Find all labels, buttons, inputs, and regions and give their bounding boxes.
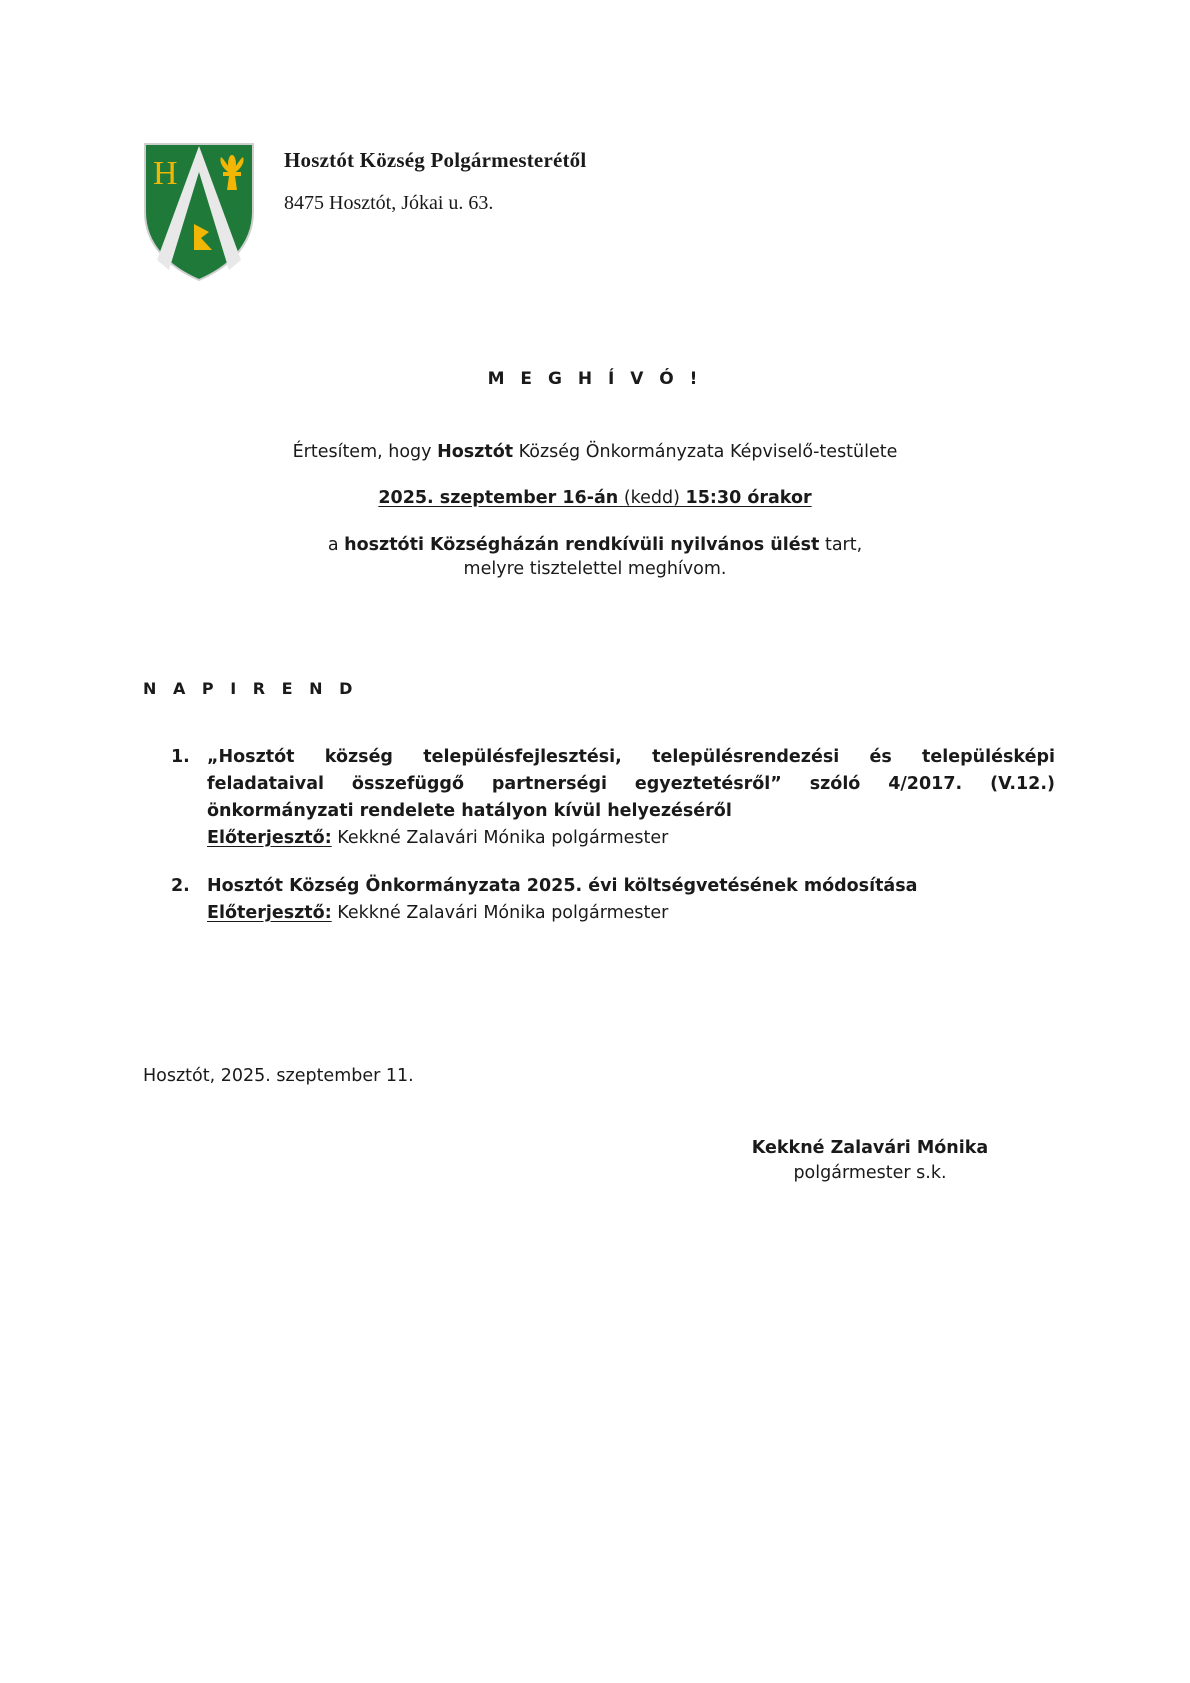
meeting-time: 15:30 órakor <box>685 488 812 508</box>
sender-name: Hosztót Község Polgármesterétől <box>284 148 587 172</box>
meeting-location <box>0 533 1190 581</box>
agenda-item <box>143 744 1055 851</box>
location-suffix: tart, <box>819 535 863 555</box>
meeting-date: 2025. szeptember 16-án <box>378 488 619 508</box>
agenda-item-number: 2. <box>171 876 190 896</box>
agenda-item <box>143 873 1055 926</box>
meeting-datetime <box>0 486 1190 510</box>
sender-block <box>284 146 586 216</box>
agenda-item-presenter <box>207 825 1055 851</box>
intro-line-1 <box>0 440 1190 464</box>
agenda-item-title: „Hosztót község településfejlesztési, településrendezési és településképi feladataival összefüggő partnerségi egyeztetésről” szóló 4/2017. (V.12.) önkormányzati rendelete hatályon kívül helyezéséről <box>207 747 1055 821</box>
intro-village: Hosztót <box>437 442 514 462</box>
agenda-item-title: Hosztót Község Önkormányzata 2025. évi költségvetésének módosítása <box>207 876 918 896</box>
intro-prefix: Értesítem, hogy <box>292 442 438 462</box>
intro-suffix: Község Önkormányzata Képviselő-testülete <box>513 442 898 462</box>
meeting-day: (kedd) <box>618 488 686 508</box>
presenter-label: Előterjesztő: <box>207 828 332 848</box>
crest-letter: H <box>153 155 178 192</box>
presenter-name: Kekkné Zalavári Mónika polgármester <box>331 828 669 848</box>
agenda-item-presenter <box>207 900 1055 926</box>
signatory-name: Kekkné Zalavári Mónika <box>751 1138 989 1158</box>
signatory-role: polgármester s.k. <box>793 1163 947 1183</box>
invite-line: melyre tisztelettel meghívom. <box>463 559 727 579</box>
presenter-name: Kekkné Zalavári Mónika polgármester <box>331 903 669 923</box>
signature-block <box>740 1136 1000 1186</box>
location-line <box>0 533 1190 557</box>
location-bold: hosztóti Községházán rendkívüli nyilvános ülést <box>344 535 820 555</box>
coat-of-arms-icon <box>143 142 255 282</box>
presenter-label: Előterjesztő: <box>207 903 332 923</box>
agenda-item-number: 1. <box>171 747 190 767</box>
sender-address: 8475 Hosztót, Jókai u. 63. <box>284 192 494 214</box>
place-and-date: Hosztót, 2025. szeptember 11. <box>143 1066 414 1086</box>
document-title: M E G H Í V Ó ! <box>487 369 703 389</box>
agenda-heading: N A P I R E N D <box>143 679 358 698</box>
location-prefix: a <box>327 535 345 555</box>
